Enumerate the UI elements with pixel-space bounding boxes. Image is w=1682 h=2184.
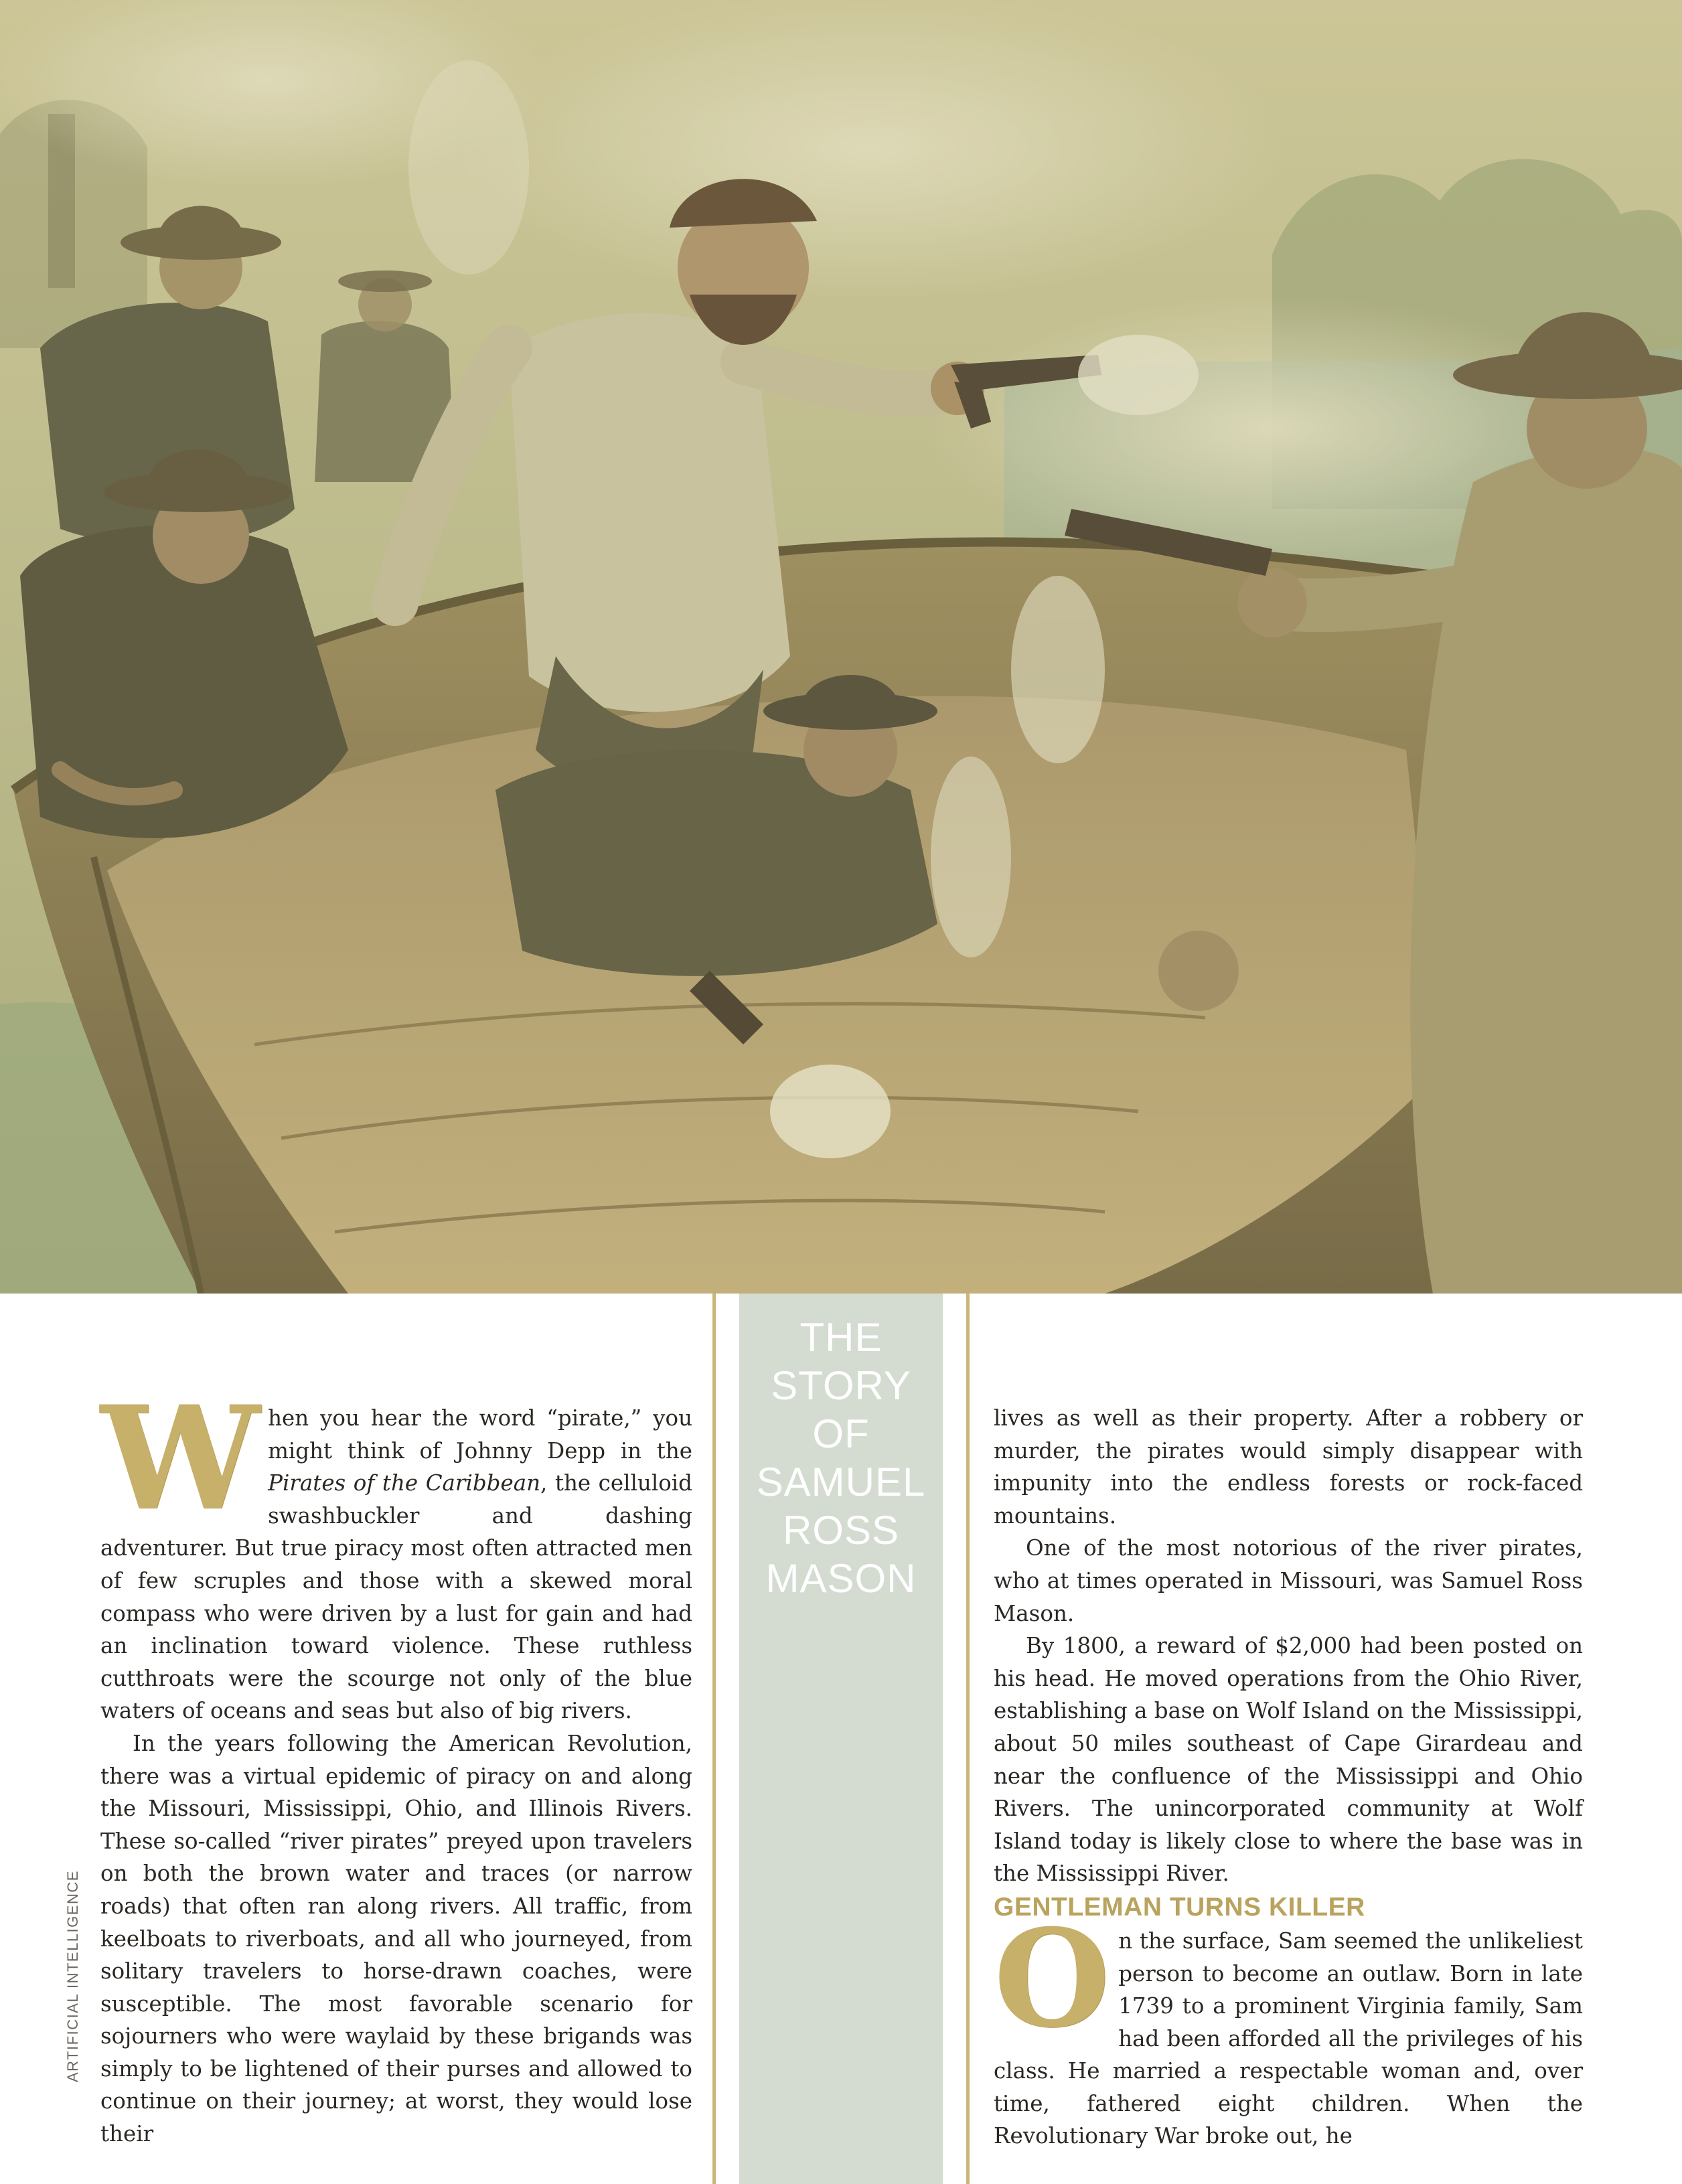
section-label: ARTIFICIAL INTELLIGENCE xyxy=(64,1870,81,2082)
paragraph-text: n the surface, Sam seemed the unlikeliest person to become an outlaw. Born in late 1739 to a prominent Virginia family, Sam had been afforded all the privileges of his class. He married a respectable woman and, over time, fathered eight children. When the Revolutionary War broke out, he xyxy=(994,1928,1583,2149)
title-line: THE xyxy=(799,1315,883,1360)
section-heading: GENTLEMAN TURNS KILLER xyxy=(994,1892,1365,1922)
paragraph: In the years following the American Revolution, there was a virtual epidemic of piracy on and along the Missouri, Mississippi, Ohio, and Illinois Rivers. These so-called “river pirates” preyed upon travelers on both the brown water and traces (or narrow roads) that often ran along rivers. All traffic, from keelboats to riverboats, and all who journeyed, from solitary travelers to horse-drawn coaches, were susceptible. The most favorable scenario for sojourners who were waylaid by these brigands was simply to be lightened of their purses and allowed to continue on their journey; at worst, they would lose their xyxy=(100,1730,692,2147)
body-column-left xyxy=(100,1375,692,2151)
paragraph-text: , the celluloid swashbuckler and dashing adventurer. But true piracy most often attracted men of few scruples and those with a skewed moral compass who were driven by a lust for gain and had an inclination toward violence. These ruthless cutthroats were the scourge not only of the blue waters of oceans and seas but also of big rivers. xyxy=(100,1470,692,1724)
article-title xyxy=(739,1314,943,1603)
title-line: ROSS xyxy=(782,1508,900,1553)
italic-title: Pirates of the Caribbean xyxy=(268,1470,541,1496)
title-line: MASON xyxy=(765,1556,917,1601)
paragraph: By 1800, a reward of $2,000 had been posted on his head. He moved operations from the Ohio River, establishing a base on Wolf Island on the Mississippi, about 50 miles southeast of Cape Girardeau and near the confluence of the Mississippi and Ohio Rivers. The unincorporated community at Wolf Island today is likely close to where the base was in the Mississippi River. xyxy=(994,1633,1583,1887)
paragraph-text: hen you hear the word “pirate,” you might think of Johnny Depp in the xyxy=(268,1405,692,1464)
paragraph xyxy=(100,1375,692,1727)
title-line: SAMUEL xyxy=(756,1460,926,1504)
title-line: OF xyxy=(812,1411,870,1456)
title-line: STORY xyxy=(771,1363,911,1408)
band-rule-right xyxy=(966,1294,970,2184)
band-rule-left xyxy=(712,1294,716,2184)
body-column-right xyxy=(994,1402,1583,2153)
drop-cap: W xyxy=(100,1375,256,1541)
paragraph: One of the most notorious of the river pirates, who at times operated in Missouri, was Samuel Ross Mason. xyxy=(994,1535,1583,1626)
paragraph: lives as well as their property. After a robbery or murder, the pirates would simply disappear with impunity into the endless forests or rock-faced mountains. xyxy=(994,1405,1583,1529)
drop-cap: O xyxy=(994,1899,1107,2057)
